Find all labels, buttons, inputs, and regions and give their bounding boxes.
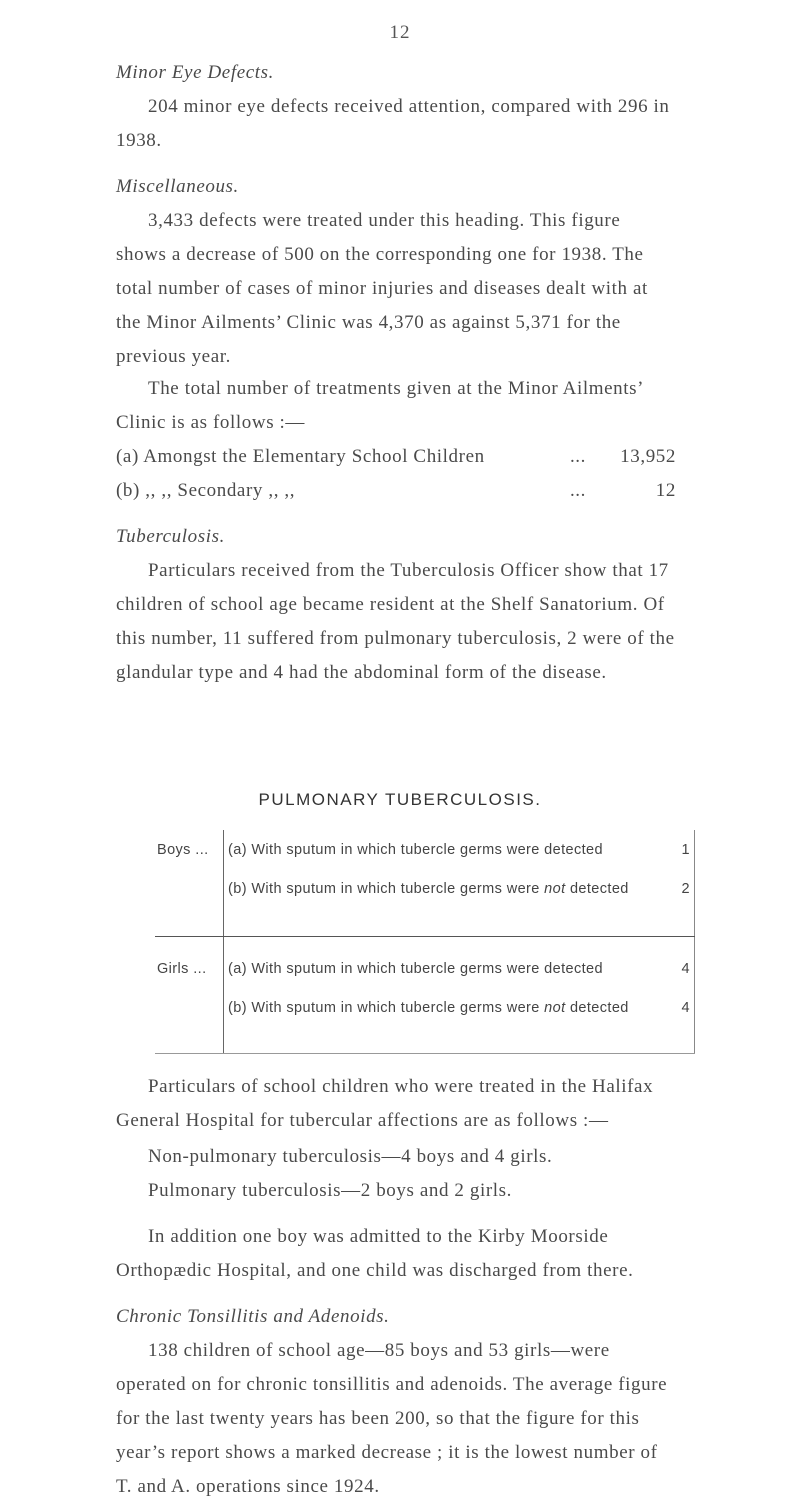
table-title: PULMONARY TUBERCULOSIS.: [258, 790, 542, 809]
group-label: [155, 869, 224, 908]
list-item-dots: ...: [569, 480, 586, 501]
tb-paragraph-1: Particulars received from the Tuberculosis Officer show that 17 children of school age became resident at the Shelf Sanatorium. Of this number, 11 suffered from pulmonary tuberculosis, 2 were of the glandular type and 4 had the abdominal form of the disease.: [116, 560, 675, 683]
table-row: [155, 988, 695, 1027]
table-row: [155, 869, 695, 908]
list-item-label: (a) Amongst the Elementary School Children: [116, 446, 485, 467]
treatments-list: [116, 440, 676, 508]
list-item-dots: ...: [569, 446, 586, 467]
row-label: (a) With sputum in which tubercle germs were detected: [228, 841, 603, 858]
table-separator: [155, 908, 695, 937]
group-label: Boys ...: [155, 830, 224, 869]
row-label: (a) With sputum in which tubercle germs were detected: [228, 960, 603, 977]
table-row: [155, 949, 695, 988]
minor-eye-heading: Minor Eye Defects.: [116, 62, 274, 83]
row-label: (b) With sputum in which tubercle germs were not detected: [228, 880, 629, 897]
row-value: 2: [672, 869, 695, 908]
tb-paragraph-4: Pulmonary tuberculosis—2 boys and 2 girls.: [148, 1180, 513, 1201]
table-gap: [155, 937, 695, 950]
tb-paragraph-5: In addition one boy was admitted to the Kirby Moorside Orthopædic Hospital, and one child was discharged from there.: [116, 1226, 634, 1281]
list-item-label: (b) ,, ,, Secondary ,, ,,: [116, 480, 296, 501]
tb-heading: Tuberculosis.: [116, 526, 225, 547]
list-item: [116, 474, 676, 508]
tonsils-paragraph: 138 children of school age—85 boys and 53 girls—were operated on for chronic tonsillitis and adenoids. The average figure for the last twenty years has been 200, so that the figure for this year’s report shows a marked decrease ; it is the lowest number of T. and A. operations since 1924.: [116, 1340, 668, 1497]
list-item: [116, 440, 676, 474]
minor-eye-text: 204 minor eye defects received attention, compared with 296 in 1938.: [116, 96, 670, 151]
row-value: 1: [672, 830, 695, 869]
table-bottom: [155, 1027, 695, 1054]
table-row: [155, 830, 695, 869]
list-item-value: 13,952: [620, 446, 676, 467]
page-number: 12: [389, 22, 411, 43]
tb-paragraph-2: Particulars of school children who were treated in the Halifax General Hospital for tubercular affections are as follows :—: [116, 1076, 654, 1131]
row-value: 4: [672, 988, 695, 1027]
row-value: 4: [672, 949, 695, 988]
misc-paragraph-2: The total number of treatments given at the Minor Ailments’ Clinic is as follows :—: [116, 378, 643, 433]
tb-table: [155, 830, 695, 1054]
group-label: Girls ...: [155, 949, 224, 988]
group-label: [155, 988, 224, 1027]
misc-heading: Miscellaneous.: [116, 176, 239, 197]
tb-paragraph-3: Non-pulmonary tuberculosis—4 boys and 4 girls.: [148, 1146, 553, 1167]
misc-paragraph-1: 3,433 defects were treated under this heading. This figure shows a decrease of 500 on the corresponding one for 1938. The total number of cases of minor injuries and diseases dealt with at the Minor Ailments’ Clinic was 4,370 as against 5,371 for the previous year.: [116, 210, 648, 367]
list-item-value: 12: [655, 480, 676, 501]
row-label: (b) With sputum in which tubercle germs were not detected: [228, 999, 629, 1016]
tonsils-heading: Chronic Tonsillitis and Adenoids.: [116, 1306, 390, 1327]
